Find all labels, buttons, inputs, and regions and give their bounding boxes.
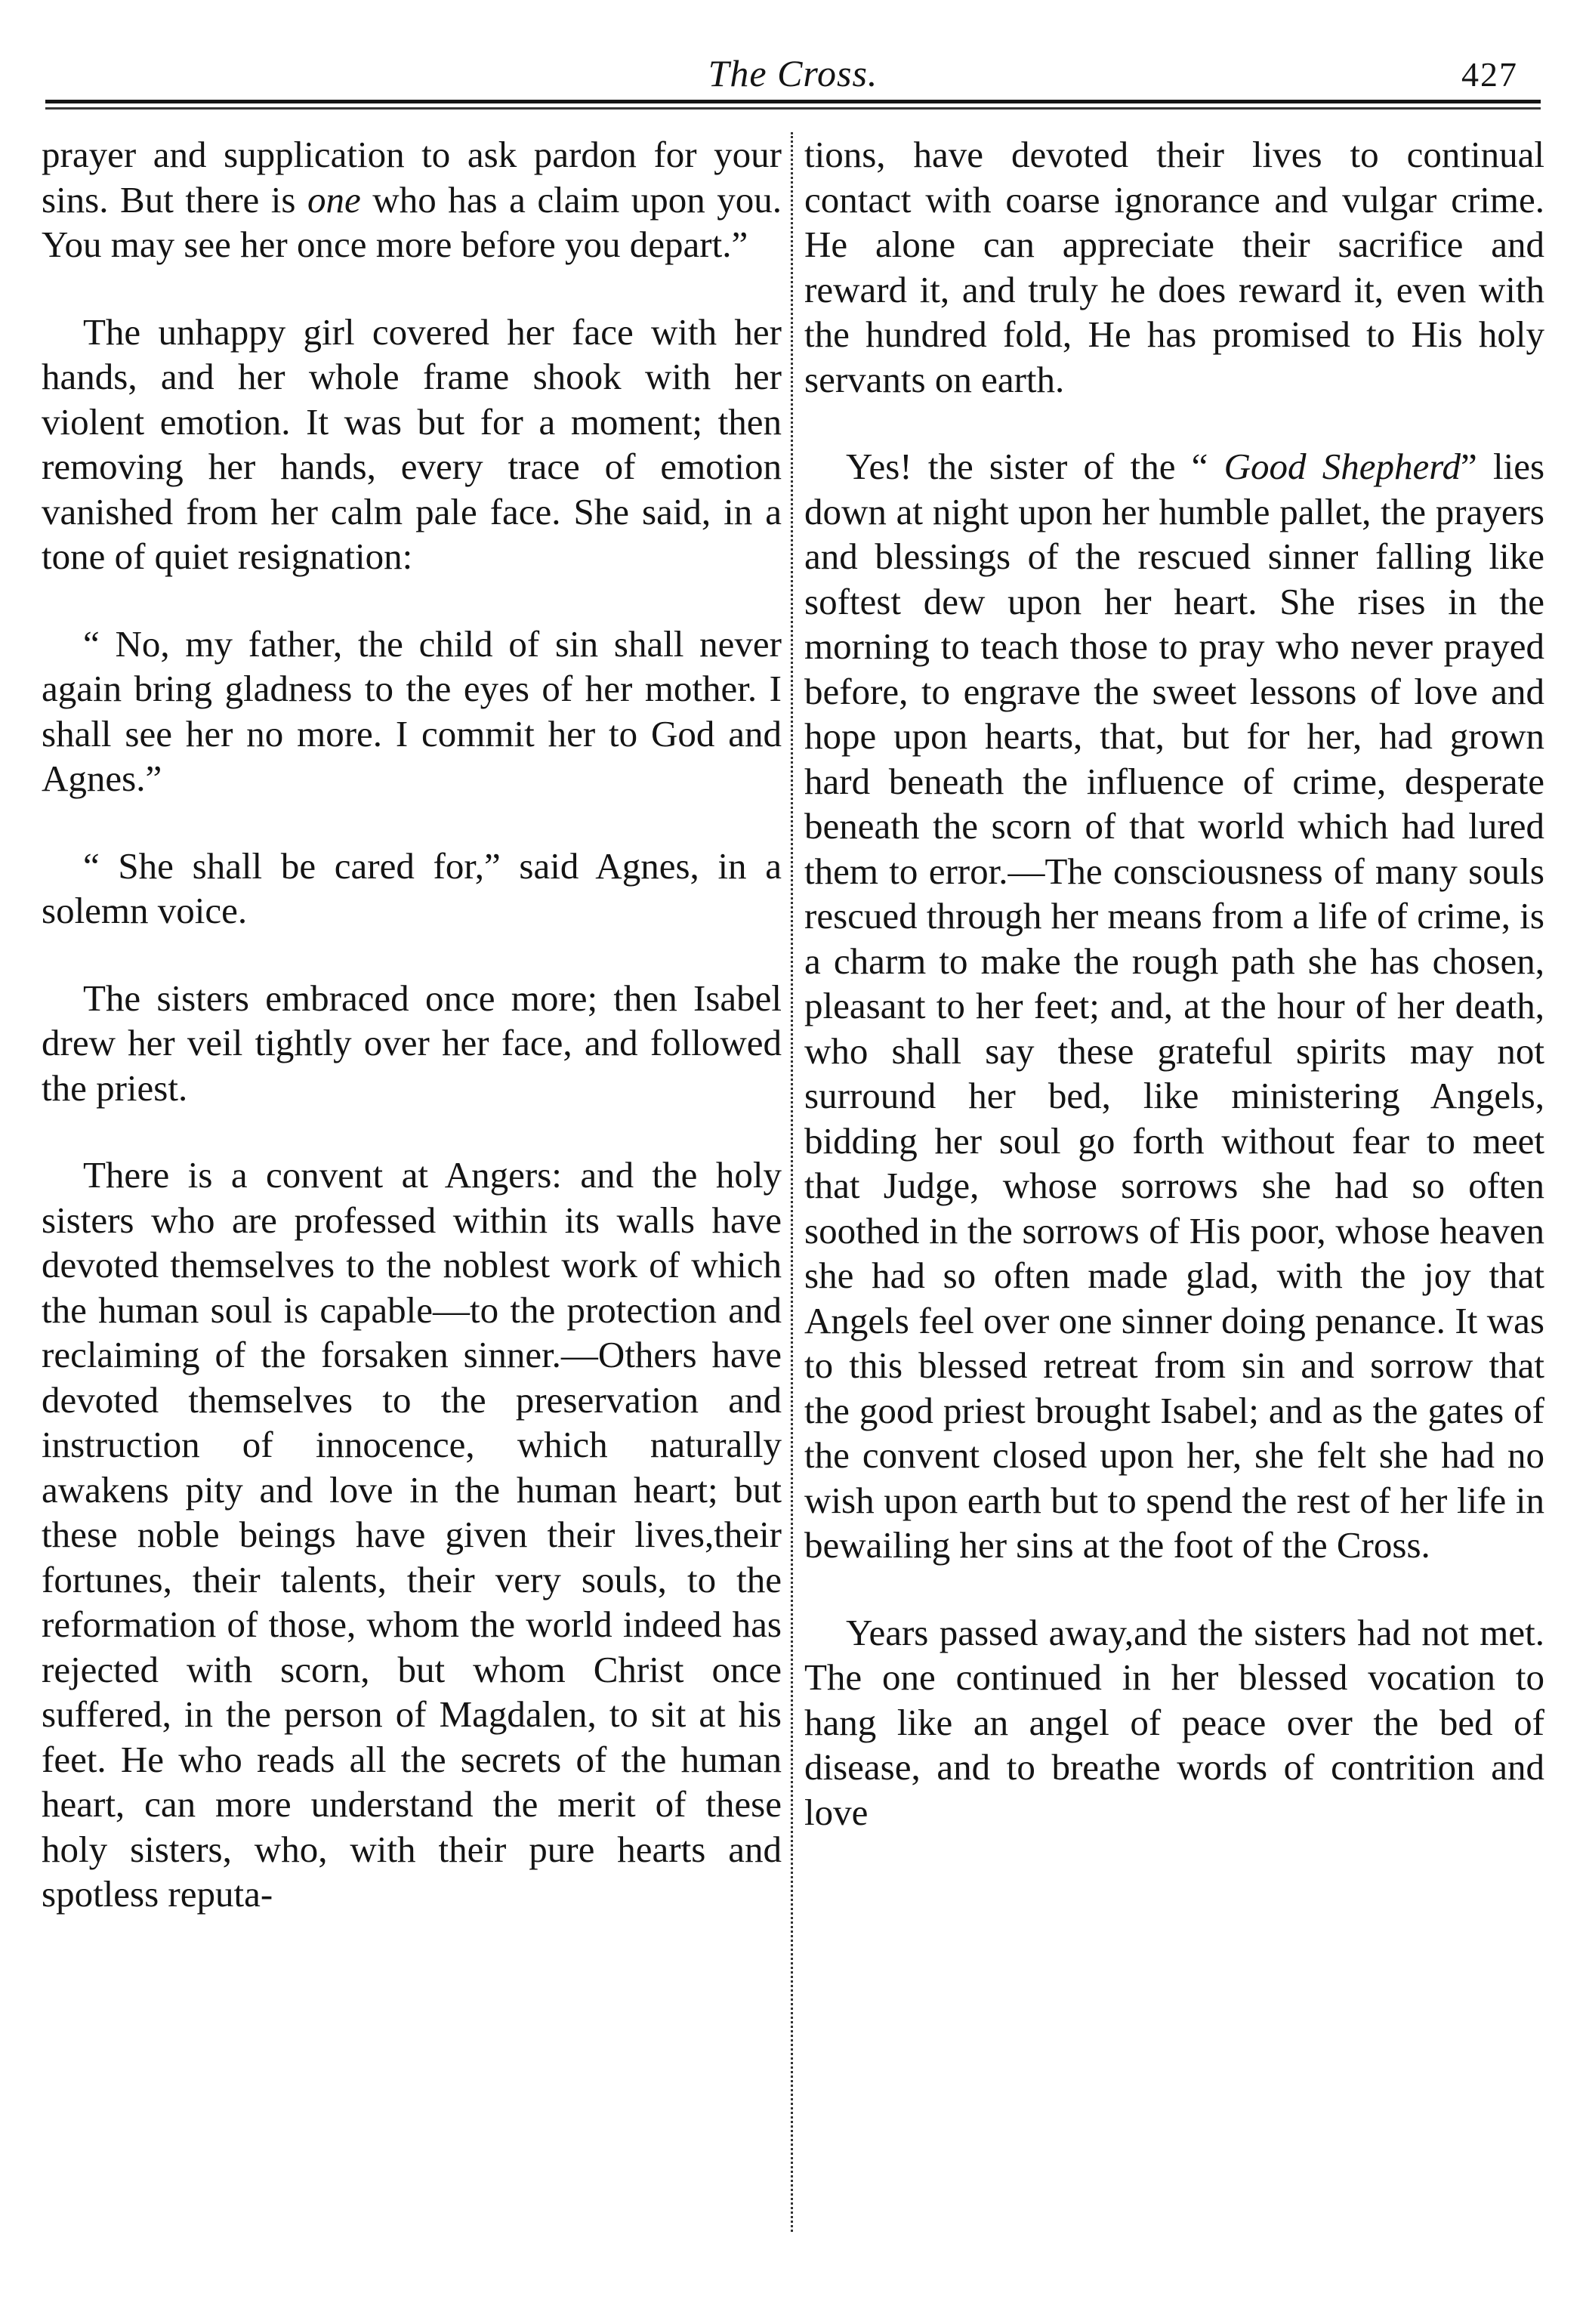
left-paragraph-5: The sisters embraced once more; then Isabel drew her veil tightly over her face, and followed the priest. — [42, 977, 782, 1109]
left-paragraph-6: There is a convent at Angers: and the holy sisters who are professed within its walls have devoted themselves to the noblest work of which the human soul is capable—to the protection and reclaiming of the forsaken sinner.—Others have devoted themselves to the preservation and instruction of innocence, which naturally awakens pity and love in the human heart; but these noble beings have given their lives,their fortunes, their talents, their very souls, to the reformation of those, whom the world indeed has rejected with scorn, but whom Christ once suffered, in the person of Magdalen, to sit at his feet. He who reads all the secrets of the human heart, can more understand the merit of these holy sisters, who, with their pure hearts and spotless reputa- — [42, 1154, 782, 1915]
left-column — [42, 132, 782, 1917]
header-rule-thin — [45, 107, 1541, 110]
right-paragraph-1: tions, have devoted their lives to continual contact with coarse ignorance and vulgar crime. He alone can appreciate their sacrifice and reward it, and truly he does reward it, even with the hundred fold, He has promised to His holy servants on earth. — [804, 134, 1544, 400]
page-number: 427 — [1461, 55, 1518, 94]
running-title: The Cross. — [708, 52, 878, 94]
header-rule — [45, 100, 1541, 103]
left-paragraph-1: prayer and supplication to ask pardon for your sins. But there is one who has a claim upon you. You may see her once more before you depart.” — [42, 134, 782, 265]
left-paragraph-3: “ No, my father, the child of sin shall never again bring gladness to the eyes of her mother. I shall see her no more. I commit her to God and Agnes.” — [42, 622, 782, 799]
left-paragraph-2: The unhappy girl covered her face with her hands, and her whole frame shook with her violent emotion. It was but for a moment; then removing her hands, every trace of emotion vanished from her calm pale face. She said, in a tone of quiet resignation: — [42, 310, 782, 577]
page-header — [45, 30, 1541, 106]
right-paragraph-2: Yes! the sister of the “ Good Shepherd” lies down at night upon her humble pallet, the prayers and blessings of the rescued sinner falling like softest dew upon her heart. She rises in the morning to teach those to pray who never prayed before, to engrave the sweet lessons of love and hope upon hearts, that, but for her, had grown hard beneath the influence of crime, desperate beneath the scorn of that world which had lured them to error.—The consciousness of many souls rescued through her means from a life of crime, is a charm to make the rough path she has chosen, pleasant to her feet; and, at the hour of her death, who shall say these grateful spirits may not surround her bed, like ministering Angels, bidding her soul go forth without fear to meet that Judge, whose sorrows she had so often soothed in the sorrows of His poor, whose heaven she had so often made glad, with the joy that Angels feel over one sinner doing penance. It was to this blessed retreat from sin and sorrow that the good priest brought Isabel; and as the gates of the convent closed upon her, she felt she had no wish upon earth but to spend the rest of her life in bewailing her sins at the foot of the Cross. — [804, 446, 1545, 1566]
right-column — [804, 132, 1544, 1835]
column-divider — [791, 132, 793, 2232]
right-paragraph-3: Years passed away,and the sisters had not met. The one continued in her blessed vocation to hang like an angel of peace over the bed of disease, and to breathe words of contrition and love — [804, 1611, 1544, 1833]
text-columns — [42, 132, 1544, 2232]
left-paragraph-4: “ She shall be cared for,” said Agnes, in a solemn voice. — [42, 844, 782, 931]
